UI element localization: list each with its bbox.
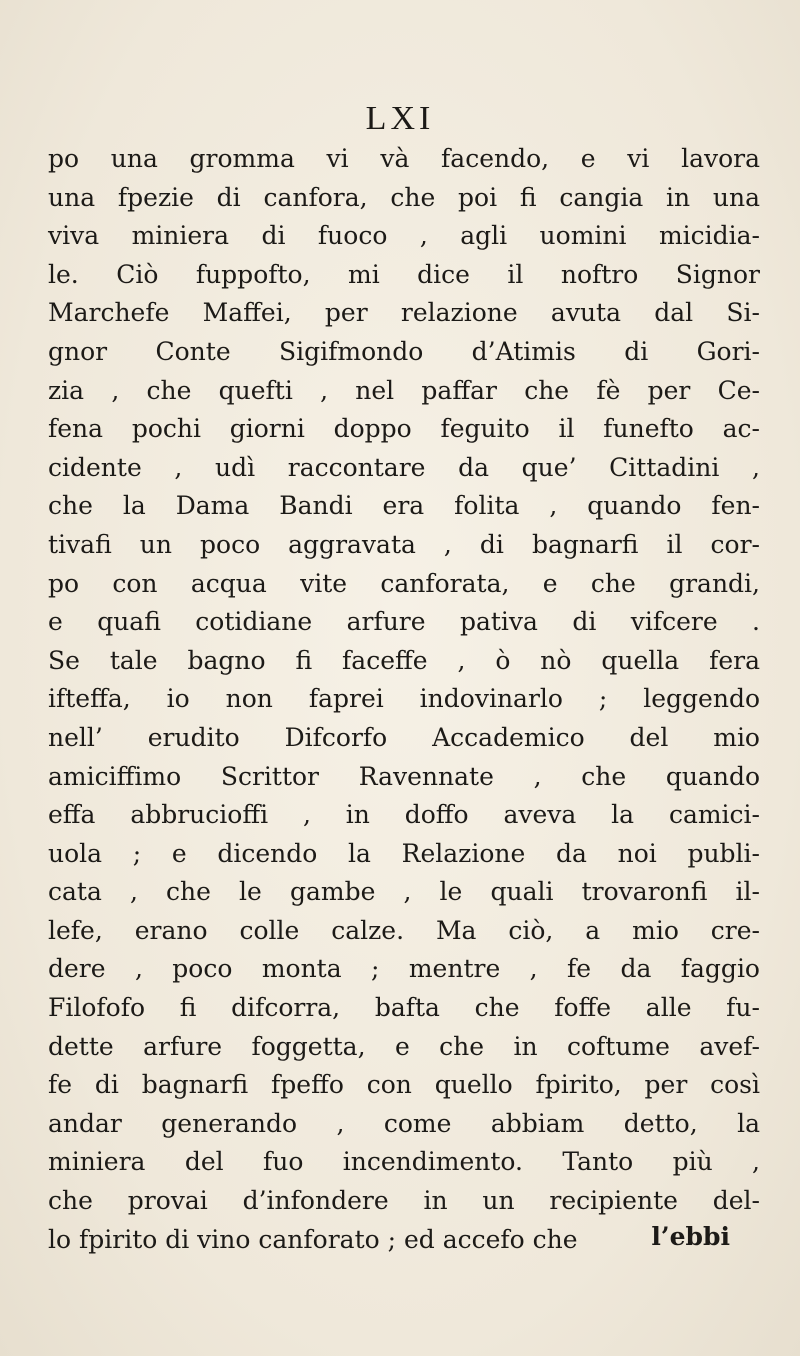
text-line: lo fpirito di vino canforato ; ed accefo che <box>48 1224 578 1254</box>
text-line: lefe, erano colle calze. Ma ciò, a mio cre- <box>48 915 760 945</box>
text-line: po una gromma vi và facendo, e vi lavora <box>48 144 760 173</box>
text-line: gnor Conte Sigifmondo d’Atimis di Gori- <box>48 336 760 366</box>
text-line: miniera del fuo incendimento. Tanto più , <box>48 1147 760 1177</box>
text-line: effa abbrucioffi , in doffo aveva la camici- <box>48 800 760 830</box>
text-line: Filofofo fi difcorra, bafta che foffe alle fu- <box>48 993 760 1023</box>
text-line: po con acqua vite canforata, e che grandi, <box>48 568 760 598</box>
text-line: che la Dama Bandi era folita , quando fen- <box>48 491 760 521</box>
text-line: dere , poco monta ; mentre , fe da faggio <box>48 954 760 984</box>
text-line: le. Ciò fuppofto, mi dice il noftro Signor <box>48 259 760 289</box>
body-text <box>48 140 760 1259</box>
text-line: Se tale bagno fi faceffe , ò nò quella fera <box>48 645 760 675</box>
text-line: uola ; e dicendo la Relazione da noi publi- <box>48 838 760 868</box>
text-line: e quafi cotidiane arfure pativa di vifcere . <box>48 607 760 637</box>
text-line: dette arfure foggetta, e che in coftume avef- <box>48 1031 760 1061</box>
text-line: una fpezie di canfora, che poi fi cangia in una <box>48 182 760 212</box>
text-line: che provai d’infondere in un recipiente del- <box>48 1186 760 1216</box>
text-line: andar generando , come abbiam detto, la <box>48 1108 760 1138</box>
text-line: nell’ erudito Difcorfo Accademico del mio <box>48 722 760 752</box>
text-line: viva miniera di fuoco , agli uomini micidia- <box>48 221 760 251</box>
text-line: ifteffa, io non faprei indovinarlo ; leggendo <box>48 684 760 714</box>
text-line: cidente , udì raccontare da que’ Cittadini , <box>48 452 760 482</box>
text-line: fe di bagnarfi fpeffo con quello fpirito, per così <box>48 1070 760 1100</box>
text-line: zia , che quefti , nel paffar che fè per Ce- <box>48 375 760 405</box>
text-line: Marchefe Maffei, per relazione avuta dal Si- <box>48 298 760 328</box>
text-line: cata , che le gambe , le quali trovaronfi il- <box>48 877 760 907</box>
page-number-header: LXI <box>365 100 435 137</box>
text-line: amiciffimo Scrittor Ravennate , che quando <box>48 761 760 791</box>
text-line: fena pochi giorni doppo feguito il funefto ac- <box>48 414 760 444</box>
text-line: tivafi un poco aggravata , di bagnarfi il cor- <box>48 529 760 559</box>
catchword: l’ebbi <box>651 1222 730 1251</box>
